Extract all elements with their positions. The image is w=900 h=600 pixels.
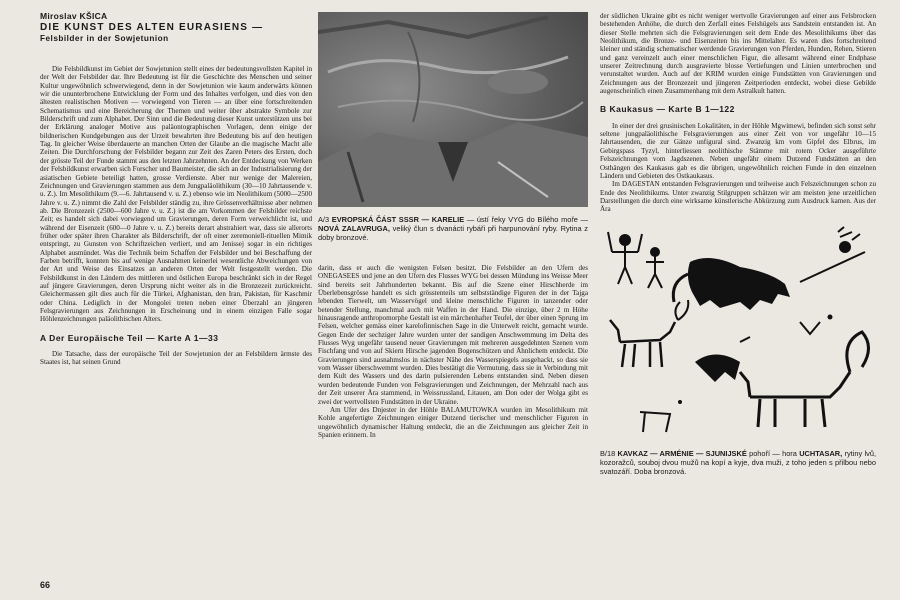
paragraph: Am Ufer des Dnjester in der Höhle BALAMUTOWKA wurden im Mesolithikum mit Kohle angefertigte Zeichnungen einiger Dutzend tierischer und menschlicher Figuren in ungewöhnlich dynamischer Haltung entdeckt, die an die Zeichnungen aus gleicher Zeit in Spanien erinnern. In xyxy=(318,405,588,439)
paragraph: In einer der drei grusinischen Lokalitäten, in der Höhle Mgwimewi, befinden sich sonst sehr seltene jungpaläolithische Felsgravierungen aus einer Zeit von vor ungefähr 10—15 Jahrtausenden, die zur Gänze unfigural sind. Zwanzig km vom Gipfel des Elbrus, im Gebirgspass Tyzyl, hinterliessen neolithische Stämme mit rotem Ocker ausgeführte Felszeichnungen vom Jagdszenen. Neben ungefähr einem Dutzend Fundstätten an den Osthängen des Kaukasus gab es die übrigen, ungewöhnlich reichen Funde in den einzelnen Ländern und Gebieten des Ostkaukasus. xyxy=(600,121,876,180)
paragraph: Im DAGESTAN entstanden Felsgravierungen und teilweise auch Felszeichnungen schon zu Ende des Neolithikums. Unter zwanzig Stilgruppen schätzen wir am meisten jene urzeitlichen Darstellungen die durch eine wirksame künstlerische Abkürzung zum Ausdruck kamen. Aus der Ära xyxy=(600,180,876,214)
caption-text: rytiny lvů, kozoražců, souboj dvou mužů na kopí a kyje, dva muži, z toho jeden s přilbou nebo svatozáří. Doba bronzová. xyxy=(600,448,876,476)
column-left xyxy=(40,12,312,367)
caption-code: B/18 xyxy=(600,448,616,458)
paragraph: darin, dass er auch die wenigsten Felsen besitzt. Die Felsbilder an den Ufern des ONEGASEES und jene an den Ufern des Flusses WYG bei dessen Mündung ins Weisse Meer sind bereits seit Jahrhunderten bekannt. Bis auf die Szene einer Hirschherde im Überlebensgrösse handelt es sich grösstenteils um selbstständige Figuren der in der Tajga lebenden Tierwelt, um Wasservögel und kleine menschliche Figuren in tanzender oder betender Stellung, manchmal auch mit Waffen in der Hand. Die einzige, über 2 m Höhe hinausragende anthropomorphe Gestalt ist ein märchenhafter Teufel, der über einen Sprung im Felsen, welcher gemäss einer karelofinnischen Sage in die Unterwelt reicht, gemacht wurde. Gegen Ende der sechziger Jahre wurden unter der sandigen Anschwemmung im Delta des Flusses Wyg ungefähr tausend neuer Gravierungen mit mehreren ausgedehnten Szenen vom Fischfang und von auf Skiern Hirsche jagenden Bogenschützen und Ähnlichem entdeckt. Die Gravierungen sind ausnahmslos in nächster Nähe des Wasserspiegels ausgehackt, so dass sie vom Wasser überschwemmt wurden. Dies bestätigt die Vermutung, dass sie in Verbindung mit dem Kult des Wassers und des darin pulsierenden Lebens entstanden sind. Neben diesen wurden bedeutende Funden von Felsgravierungen und Zeichnungen, der Mehrzahl nach aus der Zeit unserer Ära stammend, in Weissrussland, Litauen, am Don oder der Wolga gibt es zwei der wertvollsten Fundstätten in der Ukraine. xyxy=(318,264,588,406)
author-name: Miroslav KŠICA xyxy=(40,11,108,21)
page-number: 66 xyxy=(40,580,51,590)
caption-place: EVROPSKÁ ČÁST SSSR — KARELIE xyxy=(331,215,465,224)
paragraph: Die Felsbildkunst im Gebiet der Sowjetunion stellt eines der bedeutungsvollsten Kapitel in der Welt der Felsbilder dar. Ihre Bedeutung ist für die Geschichte des Menschen und seiner Kultur ungewöhnlich schwerwiegend, denn in der Sowjetunion wie kaum anderwärts können wir die ununterbrochene Entwicklung der Form und des Inhaltes verfolgen, und dies von den ältesten realistischen Motiven — vorwiegend von Tieren — an über eine fortschreitenden Schematismus und eine Bereicherung der Themen und weiter über abstrakte Symbole zur Bilderschrift und zum Alphabet. Der Sinn und die Bedeutung dieser Kunst unterstützen uns bei der Erklärung analoger Motive aus paläontographischen Vorlagen, denn einige der bildnerischen Kundgebungen aus der Urzeit bewahrten ihre Bedeutung bis auf den heutigen Tag. In gleicher Weise überdauerte an manchen Orten der Glaube an die magische Macht alle Zeiten. Die Durchforschung der Felsbilder begann zur Zeit des Zaren Peters des Ersten, doch der grösste Teil der Funde stammt aus den letzten Jahrzehnten. An der Entdeckung von Werken der Felsbildkunst erwarben sich Forscher und Baumeister, die sich an der Industrialisierung der asiatischen Gebiete beteiligt hatten, grosse Verdienste. Aber nur wenige der Malereien, Zeichnungen und Gravierungen stammen aus dem Jungpaläolithikum (30—10 Jahrtausende v. u. Z.). Im Mesolithikum (9.—6. Jahrtausend v. u. Z.) ebenso wie im Neolithikum (5000—2500 Jahre v. u. Z.) nimmt die Zahl der Felsbilder ständig zu, ihre Grössenverhältnisse aber nehmen ab. Die Bronzezeit (2500—600 Jahre v. u. Z.) ist die am Vorkommen der Felsbilder reichste Zeit; es handelt sich dabei vorwiegend um Gravierungen, deren Form verweichlicht ist, und während der Eisenzeit (600—0 Jahre v. u. Z.) bereits derart abstrahiert war, dass sie allerorts früher oder später ihren Charakter als Bilderschrift, der oft einer zeremoniell-rituellen Mimik entspringt, zu Gunsten von Schriftzeichen verliert, und am Jenissej sogar in ein richtiges Alphabet ausmündet. Was die Technik beim Schaffen der Felsbilder und bei Beschaffung der Farben betrifft, konnten bis auf wenige Ausnahmen keinerlei wesentliche Abweichungen von der Art und Weise des Einsatzes an anderen Orten der Welt festgestellt werden. Die Felsbildkunst in den Ländern des mittleren und östlichen Europa beschränkt sich in der Regel auf jüngere Gravierungen, deren Ursprung nicht weiter als in die Bronzezeit zurückreicht. Gleichermassen gilt dies auch für die Türkei, Afghanistan, den Iran, Pakistan, für Kaschmir oder China. Lediglich in der Mongolei treten neben einer Überzahl an jüngeren Felsgravierungen aus Zeichnungen in Erscheinung und in einem einzigen Falle sogar Höhlenzeichnungen paläolithischen Alters. xyxy=(40,65,312,324)
paragraph: Die Tatsache, dass der europäische Teil der Sowjetunion der an Felsbildern ärmste des Staates ist, hat seinen Grund xyxy=(40,350,312,367)
petroglyph-drawing xyxy=(600,222,876,447)
article-subtitle: Felsbilder in der Sowjetunion xyxy=(40,33,169,43)
caption-site: UCHTASAR, xyxy=(799,448,843,458)
article-title: DIE KUNST DES ALTEN EURASIENS — xyxy=(40,22,264,34)
column-right xyxy=(600,12,876,476)
column-middle xyxy=(318,12,588,439)
caption-site: NOVÁ ZALAVRUGA, xyxy=(318,224,390,233)
paragraph: der südlichen Ukraine gibt es nicht weniger wertvolle Gravierungen auf einer aus Felsbrocken bestehenden Anhöhe, die durch den Zerfall eines Felshügels aus Sandstein entstanden ist. An dieser Stelle mehrten sich die Felsgravierungen seit dem Ende des Mesolithikums über das Neolithikum, die Bronze- und Eisenzeiten bis ins Mittelalter. Es waren dies fortschreitend kleiner und ständig schematischer werdende Gravierungen von Pferden, Hunden, Rehen, Stieren und ganz vereinzelt auch einer menschlichen Figur, die allesamt während einer Endphase unserer Zeitrechnung durch ausgravierte blosse Vertiefungen und Linien unterbrochen und verunstaltet wurden. Auch auf der KRIM wurden einige Fundstätten von Gravierungen und Zeichnungen aus der Bronzezeit und jüngeren Zeitperioden entdeckt, wobei diese Gebilde augenscheinlich einen Zusammenhang mit dem Astralkult hatten. xyxy=(600,12,876,96)
caption-text: veliký člun s dvanácti rybáři při harpunování ryby. Rytina z doby bronzové. xyxy=(318,224,588,242)
caption-text: — ústí řeky VYG do Bílého moře — xyxy=(464,215,588,224)
rock-texture-graphic xyxy=(318,12,588,207)
caption-place: KAVKAZ — ARMÉNIE — SJUNIJSKÉ xyxy=(617,448,747,458)
section-heading-europe: A Der Europäische Teil — Karte A 1—33 xyxy=(40,332,219,343)
section-heading-caucasus: B Kaukasus — Karte B 1—122 xyxy=(600,104,735,115)
caption-text: pohoří — hora xyxy=(746,448,800,458)
drawing-caption xyxy=(600,449,876,476)
rock-engraving-photo xyxy=(318,12,588,207)
petroglyph-figures xyxy=(600,222,876,447)
caption-code: A/3 xyxy=(318,215,330,224)
photo-caption xyxy=(318,215,588,242)
